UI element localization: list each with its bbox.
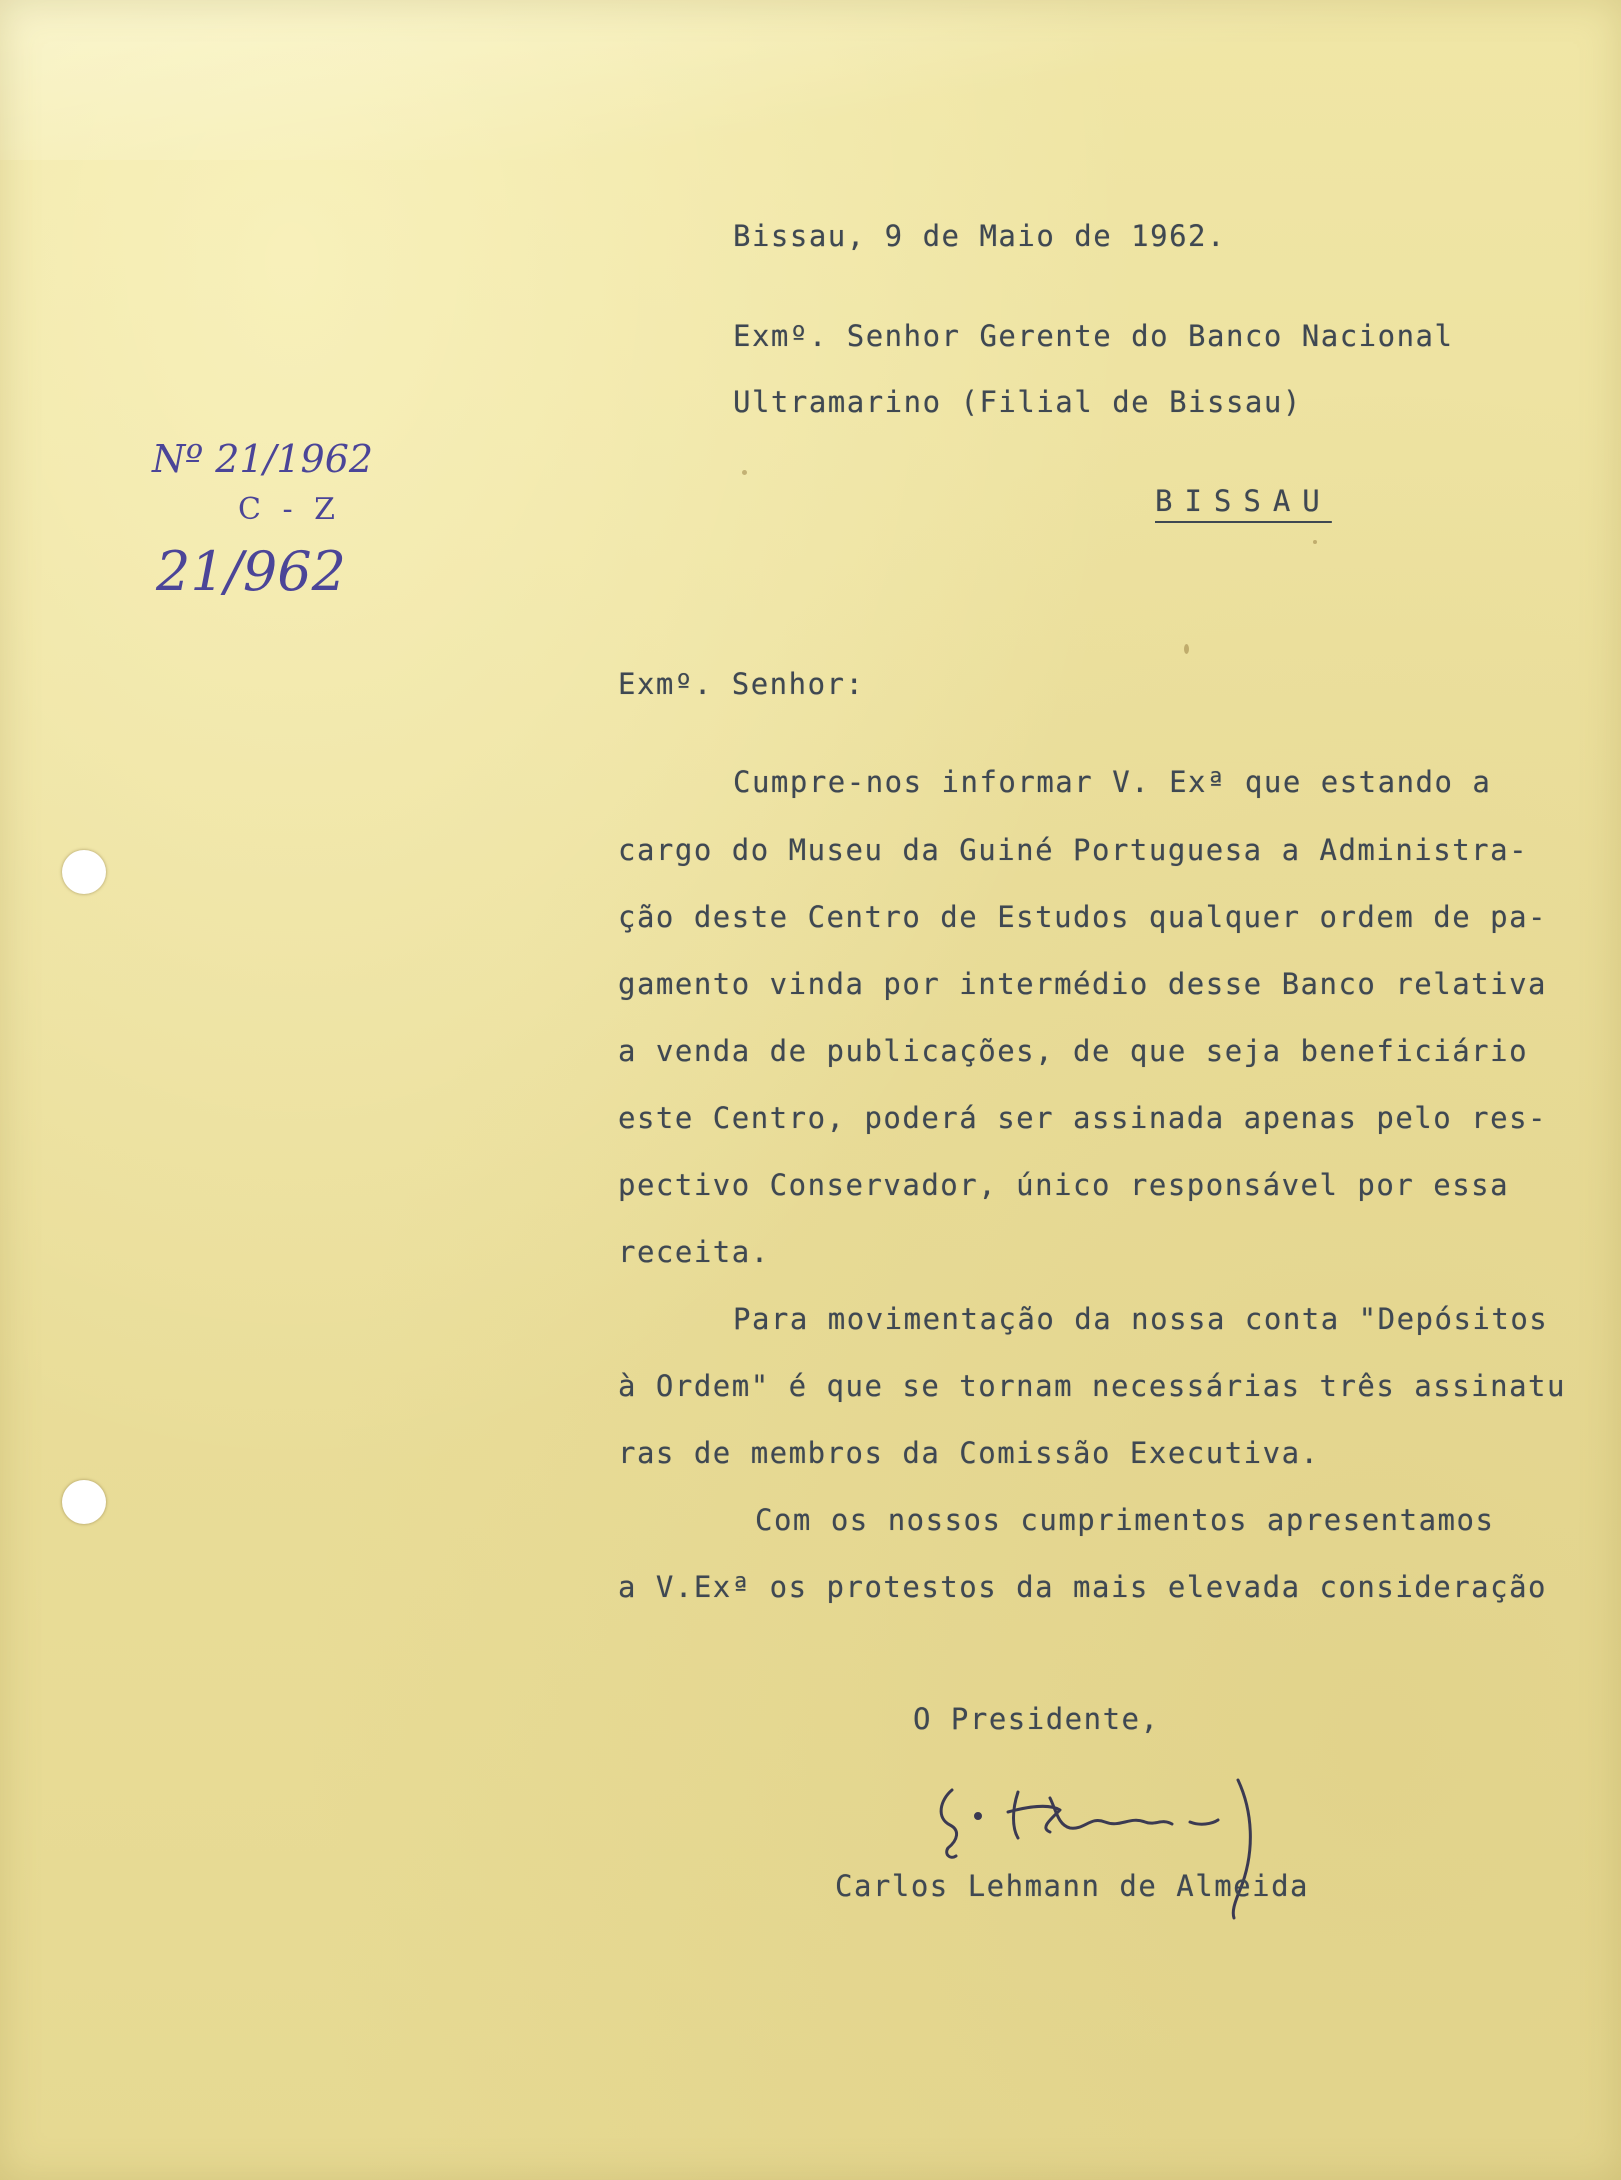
body-line: este Centro, poderá ser assinada apenas pelo res- (618, 1101, 1548, 1135)
body-line: Para movimentação da nossa conta "Depósitos (733, 1302, 1549, 1336)
file-number-annotation: 21/962 (156, 540, 346, 603)
addressee-place: BISSAU (1155, 484, 1332, 518)
body-line: gamento vinda por intermédio desse Banco relativa (618, 967, 1548, 1001)
place-date: Bissau, 9 de Maio de 1962. (733, 219, 1226, 253)
body-line: a V.Exª os protestos da mais elevada consideração (618, 1570, 1548, 1604)
closing: O Presidente, (913, 1702, 1160, 1736)
body-line: Com os nossos cumprimentos apresentamos (755, 1503, 1495, 1537)
body-line: a venda de publicações, de que seja beneficiário (618, 1034, 1529, 1068)
body-line: receita. (618, 1235, 770, 1269)
body-line: pectivo Conservador, único responsável por essa (618, 1168, 1510, 1202)
signatory-name: Carlos Lehmann de Almeida (835, 1869, 1309, 1903)
body-line: ção deste Centro de Estudos qualquer ordem de pa- (618, 900, 1548, 934)
body-line: ras de membros da Comissão Executiva. (618, 1436, 1320, 1470)
body-line: Cumpre-nos informar V. Exª que estando a (733, 765, 1492, 799)
body-line: à Ordem" é que se tornam necessárias três assinatu (618, 1369, 1566, 1403)
addressee-line-2: Ultramarino (Filial de Bissau) (733, 385, 1302, 419)
code-annotation: C - Z (238, 492, 342, 527)
body-line: cargo do Museu da Guiné Portuguesa a Administra- (618, 833, 1529, 867)
reference-annotation: Nº 21/1962 (152, 437, 374, 481)
addressee-line-1: Exmº. Senhor Gerente do Banco Nacional (733, 319, 1454, 353)
salutation: Exmº. Senhor: (618, 667, 865, 701)
